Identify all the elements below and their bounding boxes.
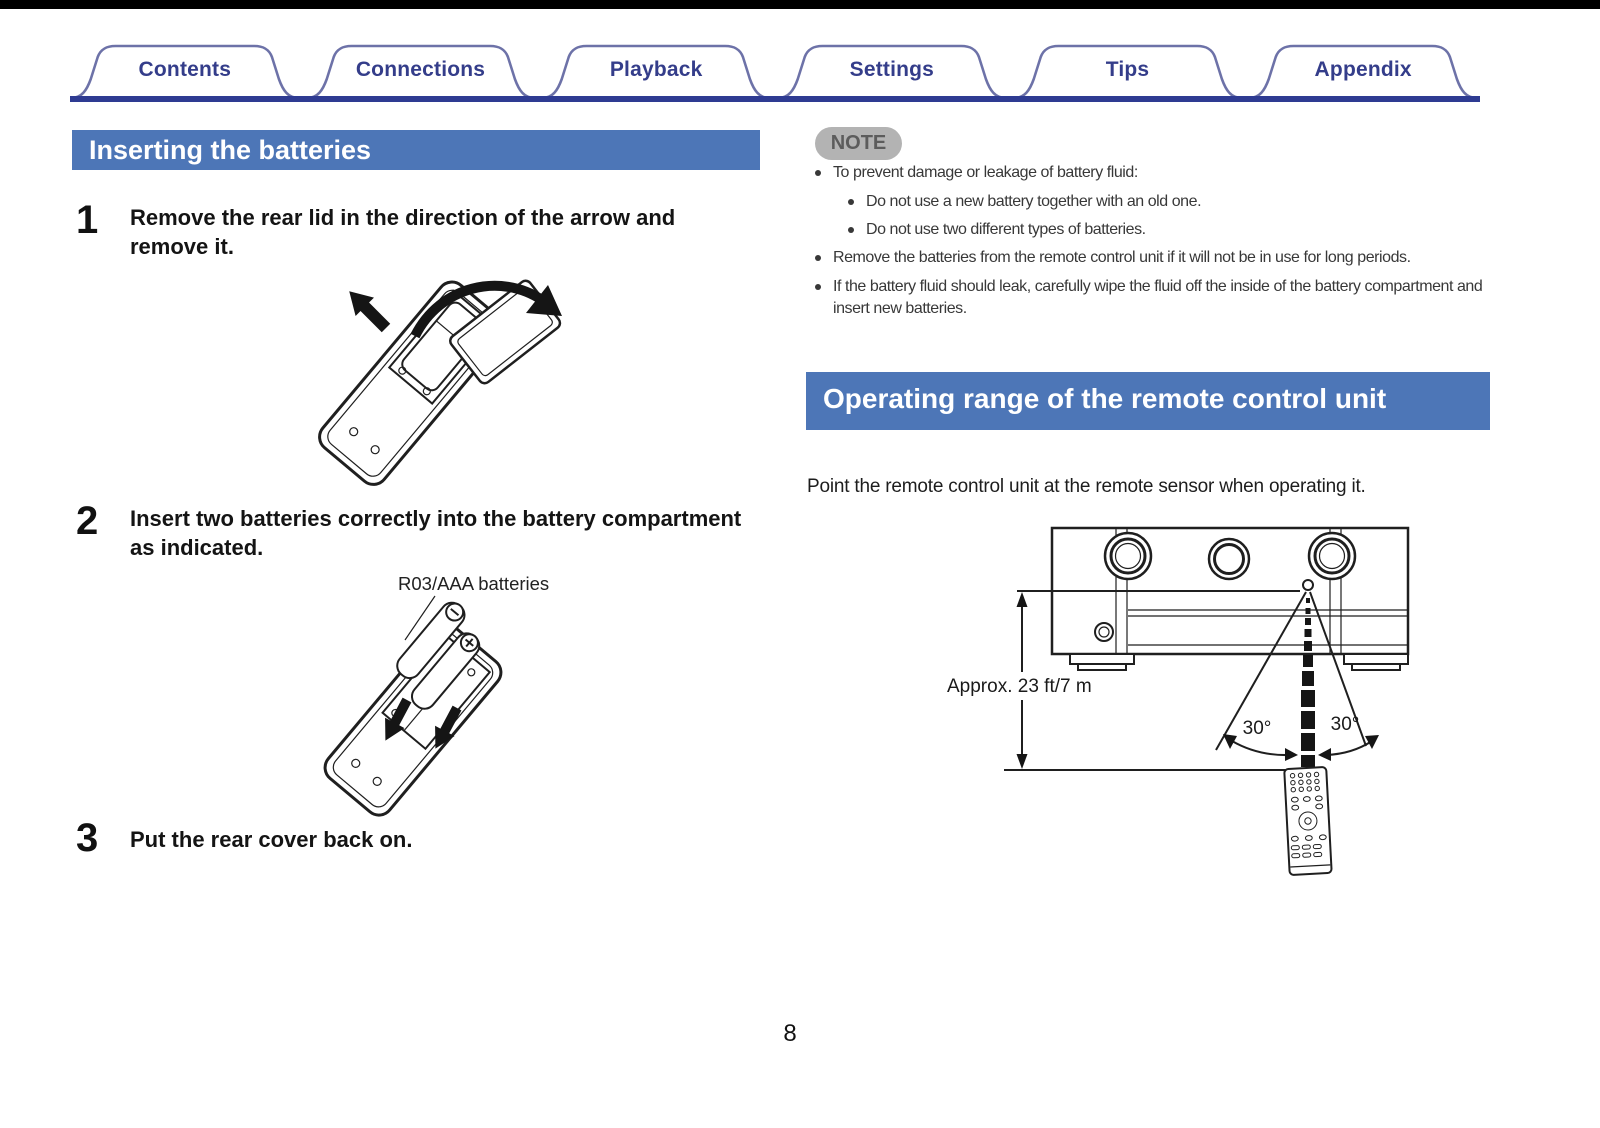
remote-control-drawing (1284, 767, 1331, 875)
tab-contents[interactable] (70, 44, 300, 98)
distance-label: Approx. 23 ft/7 m (947, 676, 1092, 697)
tab-appendix[interactable] (1248, 44, 1478, 98)
list-item (812, 247, 1484, 269)
tab-label: Appendix (1314, 58, 1412, 81)
page-number: 8 (783, 1020, 797, 1047)
bullet-icon (815, 170, 821, 176)
list-item (845, 219, 1484, 241)
step-3-text: Put the rear cover back on. (130, 827, 413, 852)
tab-label: Playback (609, 58, 703, 81)
tab-label: Settings (849, 58, 935, 81)
tab-playback[interactable] (541, 44, 771, 98)
figure-remove-rear-lid (300, 272, 600, 487)
step-1-text: Remove the rear lid in the direction of the arrow and remove it. (130, 205, 676, 260)
tab-label: Connections (355, 58, 486, 81)
tab-underline (70, 96, 1480, 102)
step-2-text: Insert two batteries correctly into the battery compartment as indicated. (130, 506, 742, 561)
figure-caption-batteries: R03/AAA batteries (398, 573, 550, 594)
bullet-icon (848, 199, 854, 205)
tab-settings[interactable] (777, 44, 1007, 98)
tab-label: Tips (1105, 58, 1150, 81)
step-3-number: 3 (76, 816, 99, 860)
operating-range-intro: Point the remote control unit at the remote sensor when operating it. (807, 476, 1366, 497)
note-text: Do not use two different types of batteries. (866, 221, 1146, 238)
note-text: To prevent damage or leakage of battery fluid: (833, 164, 1138, 181)
note-text: Do not use a new battery together with an old one. (866, 193, 1202, 210)
note-text: If the battery fluid should leak, carefully wipe the fluid off the inside of the battery compartment and insert new batteries. (833, 278, 1483, 317)
angle-left-label: 30° (1242, 718, 1272, 739)
bullet-icon (848, 227, 854, 233)
tab-bar (70, 44, 1478, 98)
step-1-number: 1 (76, 198, 99, 242)
list-item (812, 162, 1484, 184)
section-title-operating-range: Operating range of the remote control unit (806, 372, 1490, 430)
section-title-inserting-batteries: Inserting the batteries (72, 130, 760, 170)
top-black-strip (0, 0, 1600, 9)
tab-label: Contents (138, 58, 232, 81)
tab-connections[interactable] (306, 44, 536, 98)
bullet-icon (815, 255, 821, 261)
bullet-icon (815, 284, 821, 290)
list-item (845, 191, 1484, 213)
note-list (812, 162, 1484, 327)
figure-operating-range (920, 508, 1495, 888)
tab-tips[interactable] (1013, 44, 1243, 98)
note-text: Remove the batteries from the remote control unit if it will not be in use for long periods. (833, 249, 1411, 266)
angle-right-label: 30° (1330, 714, 1360, 735)
list-item (812, 276, 1484, 320)
note-badge: NOTE (815, 127, 902, 160)
figure-insert-batteries (295, 594, 595, 822)
step-2-number: 2 (76, 499, 99, 543)
